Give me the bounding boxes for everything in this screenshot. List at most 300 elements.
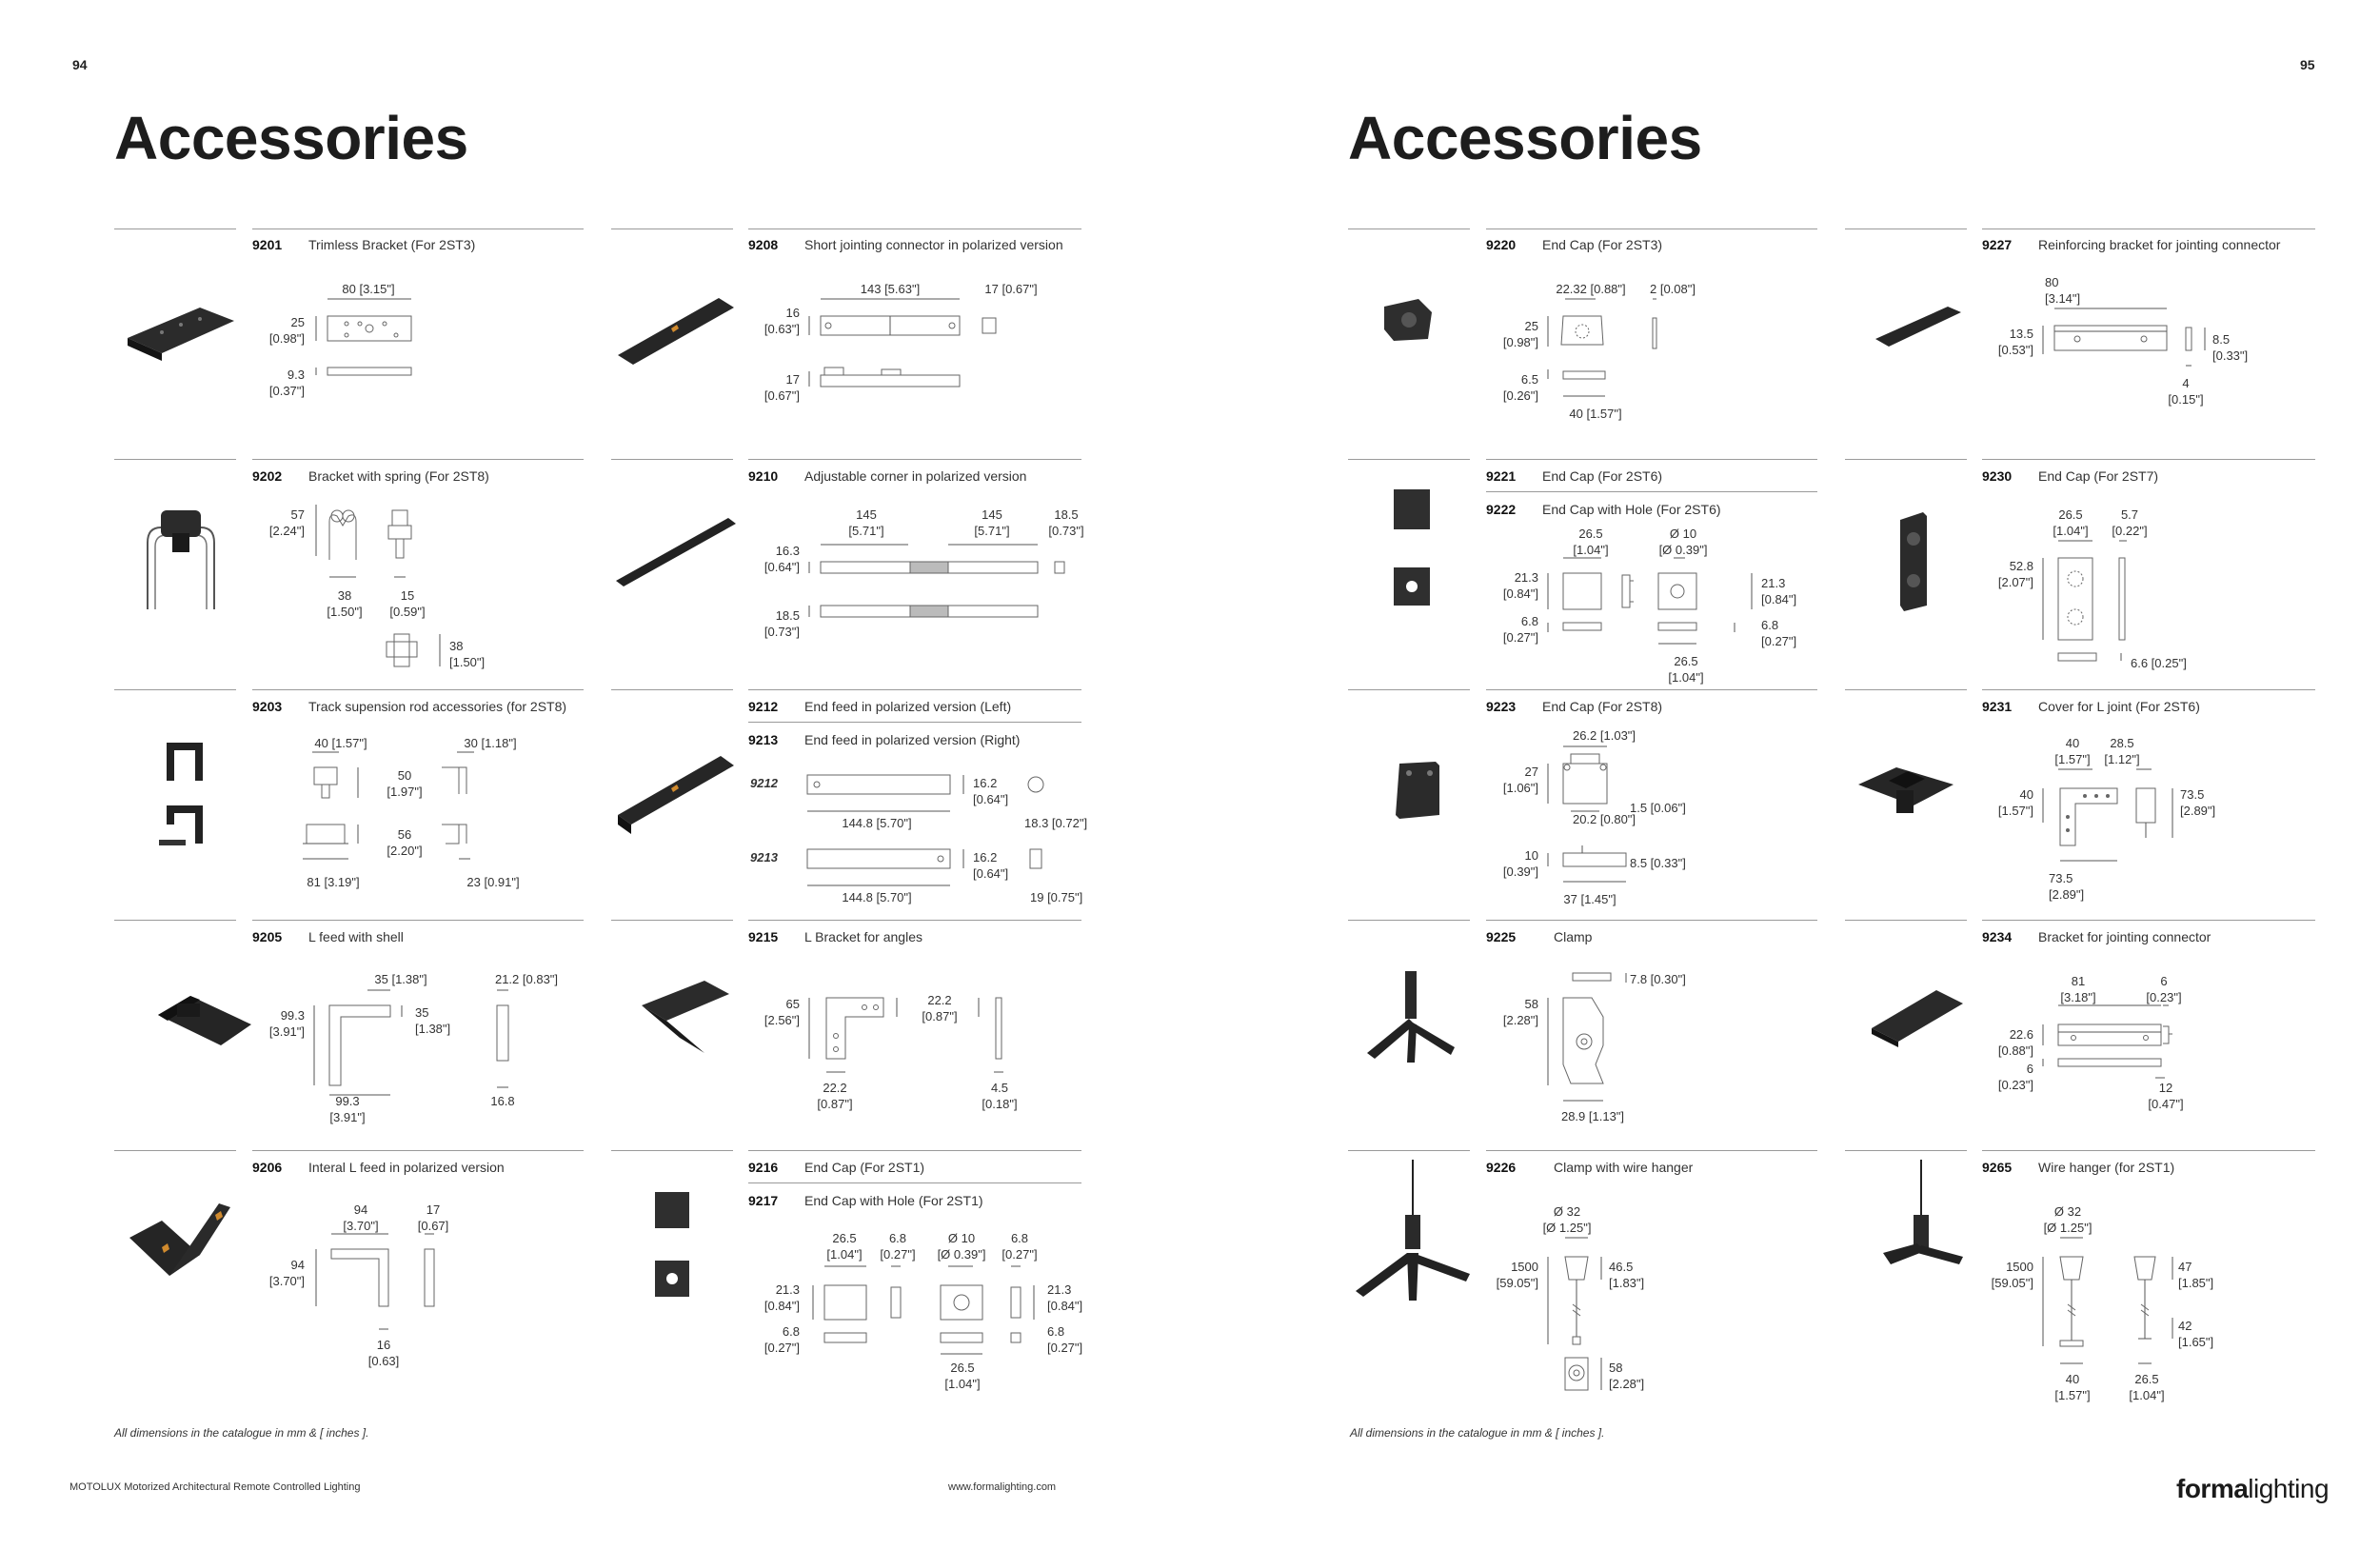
- l-bracket-image: [638, 977, 733, 1063]
- dim-label: [0.73"]: [1048, 524, 1084, 538]
- dim-label: 35: [415, 1005, 429, 1020]
- divider: [1486, 459, 1817, 460]
- item-code: 9222: [1486, 502, 1517, 517]
- dim-label: [0.64"]: [973, 866, 1009, 881]
- divider: [114, 459, 236, 460]
- internal-l-feed-image: [124, 1200, 238, 1304]
- item-code: 9217: [748, 1193, 779, 1208]
- dim-label: 18.5: [1054, 507, 1079, 522]
- item-description: Track supension rod accessories (for 2ST8): [308, 699, 567, 714]
- trimless-bracket-image: [124, 300, 238, 367]
- footnote: All dimensions in the catalogue in mm & [ inches ].: [114, 1426, 369, 1440]
- trimless-bracket-drawing: [310, 297, 425, 388]
- dim-label: 143 [5.63"]: [860, 282, 921, 296]
- suspension-rod-accessory-image: [157, 741, 214, 855]
- dim-label: 37 [1.45"]: [1563, 892, 1616, 906]
- dim-label: [0.53"]: [1997, 343, 2033, 357]
- dim-label: 40: [2019, 787, 2033, 802]
- dim-label: 16.2: [973, 776, 998, 790]
- l-joint-cover-image: [1854, 752, 1959, 819]
- adjustable-corner-image: [614, 514, 738, 590]
- dim-label: [0.63]: [367, 1354, 400, 1368]
- item-description: Bracket with spring (For 2ST8): [308, 468, 489, 484]
- end-feed-drawing: [805, 771, 1053, 895]
- end-cap-2st6-drawing: [1544, 558, 1763, 653]
- logo-light: lighting: [2248, 1474, 2330, 1503]
- dim-label: 6: [2026, 1062, 2033, 1076]
- dim-label: 5.7: [2120, 507, 2139, 522]
- divider: [252, 689, 584, 690]
- divider: [748, 459, 1081, 460]
- divider: [1845, 459, 1967, 460]
- dim-label: [Ø 1.25"]: [2043, 1221, 2092, 1235]
- item-description: Clamp with wire hanger: [1554, 1160, 1694, 1175]
- dim-label: 26.5: [950, 1361, 975, 1375]
- divider: [114, 689, 236, 690]
- dim-label: 56: [397, 827, 412, 842]
- dim-label: 16.2: [973, 850, 998, 864]
- dim-label: 1.5 [0.06"]: [1630, 801, 1686, 815]
- bracket-with-spring-drawing: [310, 503, 453, 674]
- dim-label: 22.2: [823, 1081, 847, 1095]
- dim-label: 65: [785, 997, 800, 1011]
- dim-label: 6.5: [1520, 372, 1538, 387]
- item-code: 9216: [748, 1160, 779, 1175]
- divider: [114, 1150, 236, 1151]
- item-code: 9221: [1486, 468, 1517, 484]
- dim-label: 9213: [750, 850, 778, 864]
- dim-label: 99.3: [280, 1008, 305, 1023]
- item-code: 9265: [1982, 1160, 2013, 1175]
- dim-label: 18.3 [0.72"]: [1024, 816, 1088, 830]
- item-description: Adjustable corner in polarized version: [804, 468, 1027, 484]
- dim-label: 20.2 [0.80"]: [1572, 812, 1636, 826]
- dim-label: 26.5: [1578, 527, 1603, 541]
- dim-label: Ø 32: [1553, 1204, 1581, 1219]
- item-code: 9234: [1982, 929, 2013, 944]
- item-code: 9210: [748, 468, 779, 484]
- dim-label: [0.27"]: [1047, 1341, 1083, 1355]
- item-code: 9201: [252, 237, 283, 252]
- dim-label: [1.50"]: [449, 655, 486, 669]
- l-bracket-drawing: [805, 990, 1024, 1082]
- dim-label: [1.12"]: [2104, 752, 2140, 766]
- dim-label: [0.87"]: [817, 1097, 853, 1111]
- divider: [748, 1182, 1081, 1183]
- dim-label: [0.73"]: [764, 625, 800, 639]
- dim-label: 46.5: [1609, 1260, 1634, 1274]
- divider: [611, 459, 733, 460]
- dim-label: [0.87"]: [922, 1009, 958, 1023]
- dim-label: [3.70"]: [343, 1219, 379, 1233]
- dim-label: 94: [290, 1258, 305, 1272]
- page-title-right: Accessories: [1348, 104, 1702, 172]
- dim-label: 25: [290, 315, 305, 329]
- dim-label: 6.6 [0.25"]: [2131, 656, 2187, 670]
- clamp-drawing: [1544, 969, 1639, 1112]
- dim-label: 47: [2178, 1260, 2192, 1274]
- item-description: End Cap (For 2ST3): [1542, 237, 1663, 252]
- footer-brand-line: MOTOLUX Motorized Architectural Remote Controlled Lighting: [69, 1481, 361, 1493]
- divider: [1348, 1150, 1470, 1151]
- l-feed-with-shell-drawing: [310, 990, 529, 1095]
- short-jointing-connector-image: [614, 290, 738, 367]
- dim-label: 6.8: [1010, 1231, 1029, 1245]
- item-code: 9206: [252, 1160, 283, 1175]
- dim-label: 50: [397, 768, 412, 783]
- dim-label: 16.3: [775, 544, 800, 558]
- dim-label: [0.18"]: [982, 1097, 1018, 1111]
- dim-label: 15: [400, 588, 415, 603]
- dim-label: 26.2 [1.03"]: [1572, 728, 1636, 743]
- end-cap-2st1-images: [651, 1190, 699, 1304]
- l-joint-cover-drawing: [2039, 769, 2182, 874]
- dim-label: [0.33"]: [2212, 348, 2249, 363]
- end-cap-2st8-image: [1392, 760, 1449, 826]
- end-cap-2st6-images: [1390, 487, 1438, 611]
- divider: [1845, 689, 1967, 690]
- divider: [252, 1150, 584, 1151]
- divider: [1845, 920, 1967, 921]
- item-description: End Cap (For 2ST6): [1542, 468, 1663, 484]
- dim-label: [0.37"]: [268, 384, 305, 398]
- dim-label: 22.2: [927, 993, 952, 1007]
- dim-label: 25: [1524, 319, 1538, 333]
- dim-label: [1.85"]: [2178, 1276, 2214, 1290]
- dim-label: 12: [2158, 1081, 2173, 1095]
- dim-label: [0.67]: [417, 1219, 449, 1233]
- dim-label: [0.98"]: [268, 331, 305, 346]
- end-cap-2st8-drawing: [1544, 746, 1630, 899]
- reinforcing-bracket-drawing: [2039, 308, 2220, 375]
- dim-label: 42: [2178, 1319, 2192, 1333]
- item-description: L Bracket for angles: [804, 929, 922, 944]
- dim-label: [0.84"]: [764, 1299, 800, 1313]
- divider: [1486, 1150, 1817, 1151]
- dim-label: 27: [1524, 765, 1538, 779]
- divider: [611, 1150, 733, 1151]
- item-description: L feed with shell: [308, 929, 404, 944]
- dim-label: [Ø 0.39"]: [1658, 543, 1708, 557]
- wire-hanger-drawing: [2039, 1238, 2182, 1371]
- dim-label: 4: [2182, 376, 2190, 390]
- dim-label: 73.5: [2180, 787, 2205, 802]
- dim-label: [3.91"]: [329, 1110, 366, 1124]
- dim-label: 8.5 [0.33"]: [1630, 856, 1686, 870]
- dim-label: 18.5: [775, 608, 800, 623]
- dim-label: [0.23"]: [2146, 990, 2182, 1004]
- dim-label: [0.23"]: [1997, 1078, 2033, 1092]
- item-description: End Cap with Hole (For 2ST1): [804, 1193, 983, 1208]
- item-code: 9202: [252, 468, 283, 484]
- dim-label: 58: [1524, 997, 1538, 1011]
- dim-label: 30 [1.18"]: [464, 736, 517, 750]
- dim-label: [3.14"]: [2045, 291, 2081, 306]
- dim-label: 17: [785, 372, 800, 387]
- dim-label: 8.5: [2212, 332, 2231, 347]
- dim-label: [0.22"]: [2112, 524, 2148, 538]
- dim-label: [2.07"]: [1997, 575, 2033, 589]
- dim-label: 40 [1.57"]: [1569, 407, 1622, 421]
- dim-label: 6.8: [888, 1231, 907, 1245]
- end-cap-2st7-drawing: [2039, 541, 2153, 674]
- dim-label: [2.89"]: [2180, 804, 2216, 818]
- dim-label: 99.3: [335, 1094, 360, 1108]
- dim-label: [1.04"]: [1573, 543, 1609, 557]
- dim-label: [1.50"]: [327, 605, 363, 619]
- dim-label: 23 [0.91"]: [466, 875, 520, 889]
- item-description: Clamp: [1554, 929, 1593, 944]
- dim-label: [0.26"]: [1502, 388, 1538, 403]
- item-code: 9208: [748, 237, 779, 252]
- divider: [252, 920, 584, 921]
- item-code: 9213: [748, 732, 779, 747]
- dim-label: 6.8: [782, 1324, 800, 1339]
- dim-label: 17: [426, 1202, 441, 1217]
- item-description: Trimless Bracket (For 2ST3): [308, 237, 476, 252]
- dim-label: 73.5: [2049, 871, 2073, 885]
- item-description: Cover for L joint (For 2ST6): [2038, 699, 2200, 714]
- dim-label: 80: [2045, 275, 2059, 289]
- suspension-rod-drawing: [303, 752, 493, 876]
- item-code: 9223: [1486, 699, 1517, 714]
- dim-label: [Ø 1.25"]: [1542, 1221, 1592, 1235]
- dim-label: [0.59"]: [389, 605, 426, 619]
- dim-label: 4.5: [990, 1081, 1009, 1095]
- dim-label: 21.3: [1047, 1282, 1072, 1297]
- item-description: End Cap (For 2ST1): [804, 1160, 925, 1175]
- dim-label: [2.89"]: [2049, 887, 2085, 902]
- item-description: Wire hanger (for 2ST1): [2038, 1160, 2175, 1175]
- end-cap-2st3-image: [1380, 297, 1438, 345]
- dim-label: [0.39"]: [1502, 864, 1538, 879]
- divider: [748, 722, 1081, 723]
- dim-label: [1.65"]: [2178, 1335, 2214, 1349]
- dim-label: 40: [2065, 1372, 2080, 1386]
- dim-label: 26.5: [1674, 654, 1698, 668]
- divider: [1348, 459, 1470, 460]
- dim-label: 28.9 [1.13"]: [1560, 1109, 1625, 1123]
- dim-label: 38: [449, 639, 464, 653]
- reinforcing-bracket-image: [1872, 303, 1967, 350]
- dim-label: [1.38"]: [415, 1022, 451, 1036]
- dim-label: 81 [3.19"]: [307, 875, 360, 889]
- end-cap-2st1-drawing: [805, 1266, 1053, 1361]
- end-cap-2st3-drawing: [1544, 299, 1677, 404]
- dim-label: 80 [3.15"]: [342, 282, 395, 296]
- divider: [1982, 459, 2315, 460]
- dim-label: 26.5: [2134, 1372, 2159, 1386]
- dim-label: 57: [290, 507, 305, 522]
- item-code: 9205: [252, 929, 283, 944]
- clamp-with-wire-hanger-image: [1352, 1158, 1476, 1301]
- dim-label: [1.57"]: [1997, 804, 2033, 818]
- logo-bold: forma: [2176, 1474, 2249, 1503]
- divider: [1486, 689, 1817, 690]
- dim-label: [1.04"]: [2053, 524, 2089, 538]
- dim-label: 145: [856, 507, 877, 522]
- clamp-with-wire-hanger-drawing: [1544, 1238, 1611, 1400]
- dim-label: [0.63"]: [764, 322, 800, 336]
- divider: [1348, 689, 1470, 690]
- item-description: End feed in polarized version (Left): [804, 699, 1012, 714]
- divider: [1486, 491, 1817, 492]
- dim-label: [3.70"]: [268, 1274, 305, 1288]
- dim-label: 26.5: [2058, 507, 2083, 522]
- item-description: Bracket for jointing connector: [2038, 929, 2211, 944]
- dim-label: 16.8: [490, 1094, 515, 1108]
- dim-label: 16: [376, 1338, 391, 1352]
- dim-label: [1.57"]: [2054, 1388, 2091, 1402]
- dim-label: [5.71"]: [974, 524, 1010, 538]
- dim-label: [0.27"]: [764, 1341, 800, 1355]
- dim-label: [1.04"]: [1668, 670, 1704, 685]
- dim-label: 21.2 [0.83"]: [494, 972, 559, 986]
- dim-label: 52.8: [2009, 559, 2033, 573]
- dim-label: 22.32 [0.88"]: [1556, 282, 1626, 296]
- divider: [748, 689, 1081, 690]
- dim-label: [0.67"]: [764, 388, 800, 403]
- item-code: 9203: [252, 699, 283, 714]
- item-description: End Cap with Hole (For 2ST6): [1542, 502, 1721, 517]
- dim-label: [59.05"]: [1991, 1276, 2033, 1290]
- dim-label: 7.8 [0.30"]: [1630, 972, 1686, 986]
- internal-l-feed-drawing: [310, 1234, 453, 1333]
- dim-label: 144.8 [5.70"]: [842, 816, 912, 830]
- dim-label: 38: [337, 588, 352, 603]
- dim-label: [59.05"]: [1496, 1276, 1538, 1290]
- dim-label: [3.91"]: [268, 1024, 305, 1039]
- dim-label: [0.27"]: [880, 1247, 916, 1262]
- item-description: Short jointing connector in polarized version: [804, 237, 1063, 252]
- divider: [1845, 1150, 1967, 1151]
- page-title-left: Accessories: [114, 104, 468, 172]
- divider: [1982, 920, 2315, 921]
- dim-label: [Ø 0.39"]: [937, 1247, 986, 1262]
- divider: [1348, 920, 1470, 921]
- dim-label: 1500: [2006, 1260, 2033, 1274]
- bracket-with-spring-image: [138, 505, 224, 619]
- dim-label: 40: [2065, 736, 2080, 750]
- dim-label: [0.88"]: [1997, 1043, 2033, 1058]
- dim-label: Ø 10: [1669, 527, 1697, 541]
- page-number-right: 95: [2300, 57, 2315, 72]
- adjustable-corner-drawing: [805, 539, 1072, 625]
- dim-label: 28.5: [2110, 736, 2134, 750]
- item-code: 9230: [1982, 468, 2013, 484]
- dim-label: [1.04"]: [2129, 1388, 2165, 1402]
- dim-label: 10: [1524, 848, 1538, 863]
- divider: [748, 1150, 1081, 1151]
- dim-label: [0.64"]: [973, 792, 1009, 806]
- item-code: 9220: [1486, 237, 1517, 252]
- dim-label: 22.6: [2009, 1027, 2033, 1042]
- short-jointing-connector-drawing: [805, 297, 1015, 392]
- l-feed-with-shell-image: [152, 986, 257, 1053]
- divider: [611, 920, 733, 921]
- brand-logo[interactable]: [2176, 1474, 2329, 1504]
- dim-label: [1.97"]: [387, 785, 423, 799]
- page-number-left: 94: [72, 57, 88, 72]
- item-code: 9212: [748, 699, 779, 714]
- dim-label: [0.84"]: [1502, 586, 1538, 601]
- dim-label: 9212: [750, 776, 778, 790]
- dim-label: 16: [785, 306, 800, 320]
- dim-label: 6.8: [1047, 1324, 1065, 1339]
- dim-label: 145: [982, 507, 1002, 522]
- item-code: 9231: [1982, 699, 2013, 714]
- dim-label: 6.8: [1520, 614, 1538, 628]
- dim-label: [2.56"]: [764, 1013, 800, 1027]
- dim-label: [2.24"]: [268, 524, 305, 538]
- dim-label: 21.3: [1514, 570, 1538, 585]
- dim-label: [1.57"]: [2054, 752, 2091, 766]
- dim-label: [0.27"]: [1002, 1247, 1038, 1262]
- dim-label: 81: [2071, 974, 2086, 988]
- dim-label: 40 [1.57"]: [314, 736, 367, 750]
- dim-label: 19 [0.75"]: [1030, 890, 1083, 904]
- dim-label: [0.27"]: [1761, 634, 1797, 648]
- end-feed-image: [614, 752, 738, 838]
- item-description: End Cap (For 2ST8): [1542, 699, 1663, 714]
- dim-label: 17 [0.67"]: [984, 282, 1038, 296]
- divider: [1982, 1150, 2315, 1151]
- dim-label: [0.84"]: [1761, 592, 1797, 606]
- dim-label: [1.83"]: [1609, 1276, 1645, 1290]
- dim-label: [0.15"]: [2168, 392, 2204, 407]
- divider: [748, 920, 1081, 921]
- divider: [1982, 689, 2315, 690]
- wire-hanger-image: [1874, 1158, 1969, 1272]
- dim-label: [2.20"]: [387, 844, 423, 858]
- clamp-image: [1363, 967, 1458, 1063]
- dim-label: 6.8: [1761, 618, 1779, 632]
- dim-label: [2.28"]: [1502, 1013, 1538, 1027]
- dim-label: 94: [353, 1202, 368, 1217]
- dim-label: [0.64"]: [764, 560, 800, 574]
- item-description: Reinforcing bracket for jointing connector: [2038, 237, 2281, 252]
- dim-label: 1500: [1511, 1260, 1538, 1274]
- dim-label: 35 [1.38"]: [374, 972, 427, 986]
- dim-label: 144.8 [5.70"]: [842, 890, 912, 904]
- dim-label: Ø 10: [947, 1231, 976, 1245]
- dim-label: [1.06"]: [1502, 781, 1538, 795]
- item-description: End feed in polarized version (Right): [804, 732, 1021, 747]
- jointing-bracket-image: [1868, 981, 1973, 1047]
- end-cap-2st7-image: [1894, 510, 1942, 615]
- dim-label: 2 [0.08"]: [1650, 282, 1696, 296]
- jointing-bracket-drawing: [2039, 1005, 2182, 1082]
- item-code: 9215: [748, 929, 779, 944]
- dim-label: [0.98"]: [1502, 335, 1538, 349]
- dim-label: 26.5: [832, 1231, 857, 1245]
- dim-label: 13.5: [2009, 327, 2033, 341]
- dim-label: [1.04"]: [944, 1377, 981, 1391]
- divider: [1486, 920, 1817, 921]
- dim-label: [1.04"]: [826, 1247, 863, 1262]
- footer-url[interactable]: www.formalighting.com: [948, 1481, 1057, 1493]
- divider: [611, 689, 733, 690]
- item-code: 9227: [1982, 237, 2013, 252]
- dim-label: [0.84"]: [1047, 1299, 1083, 1313]
- dim-label: 21.3: [775, 1282, 800, 1297]
- item-description: End Cap (For 2ST7): [2038, 468, 2159, 484]
- dim-label: [5.71"]: [848, 524, 884, 538]
- dim-label: [0.27"]: [1502, 630, 1538, 645]
- dim-label: 21.3: [1761, 576, 1786, 590]
- dim-label: [0.47"]: [2148, 1097, 2184, 1111]
- dim-label: Ø 32: [2053, 1204, 2082, 1219]
